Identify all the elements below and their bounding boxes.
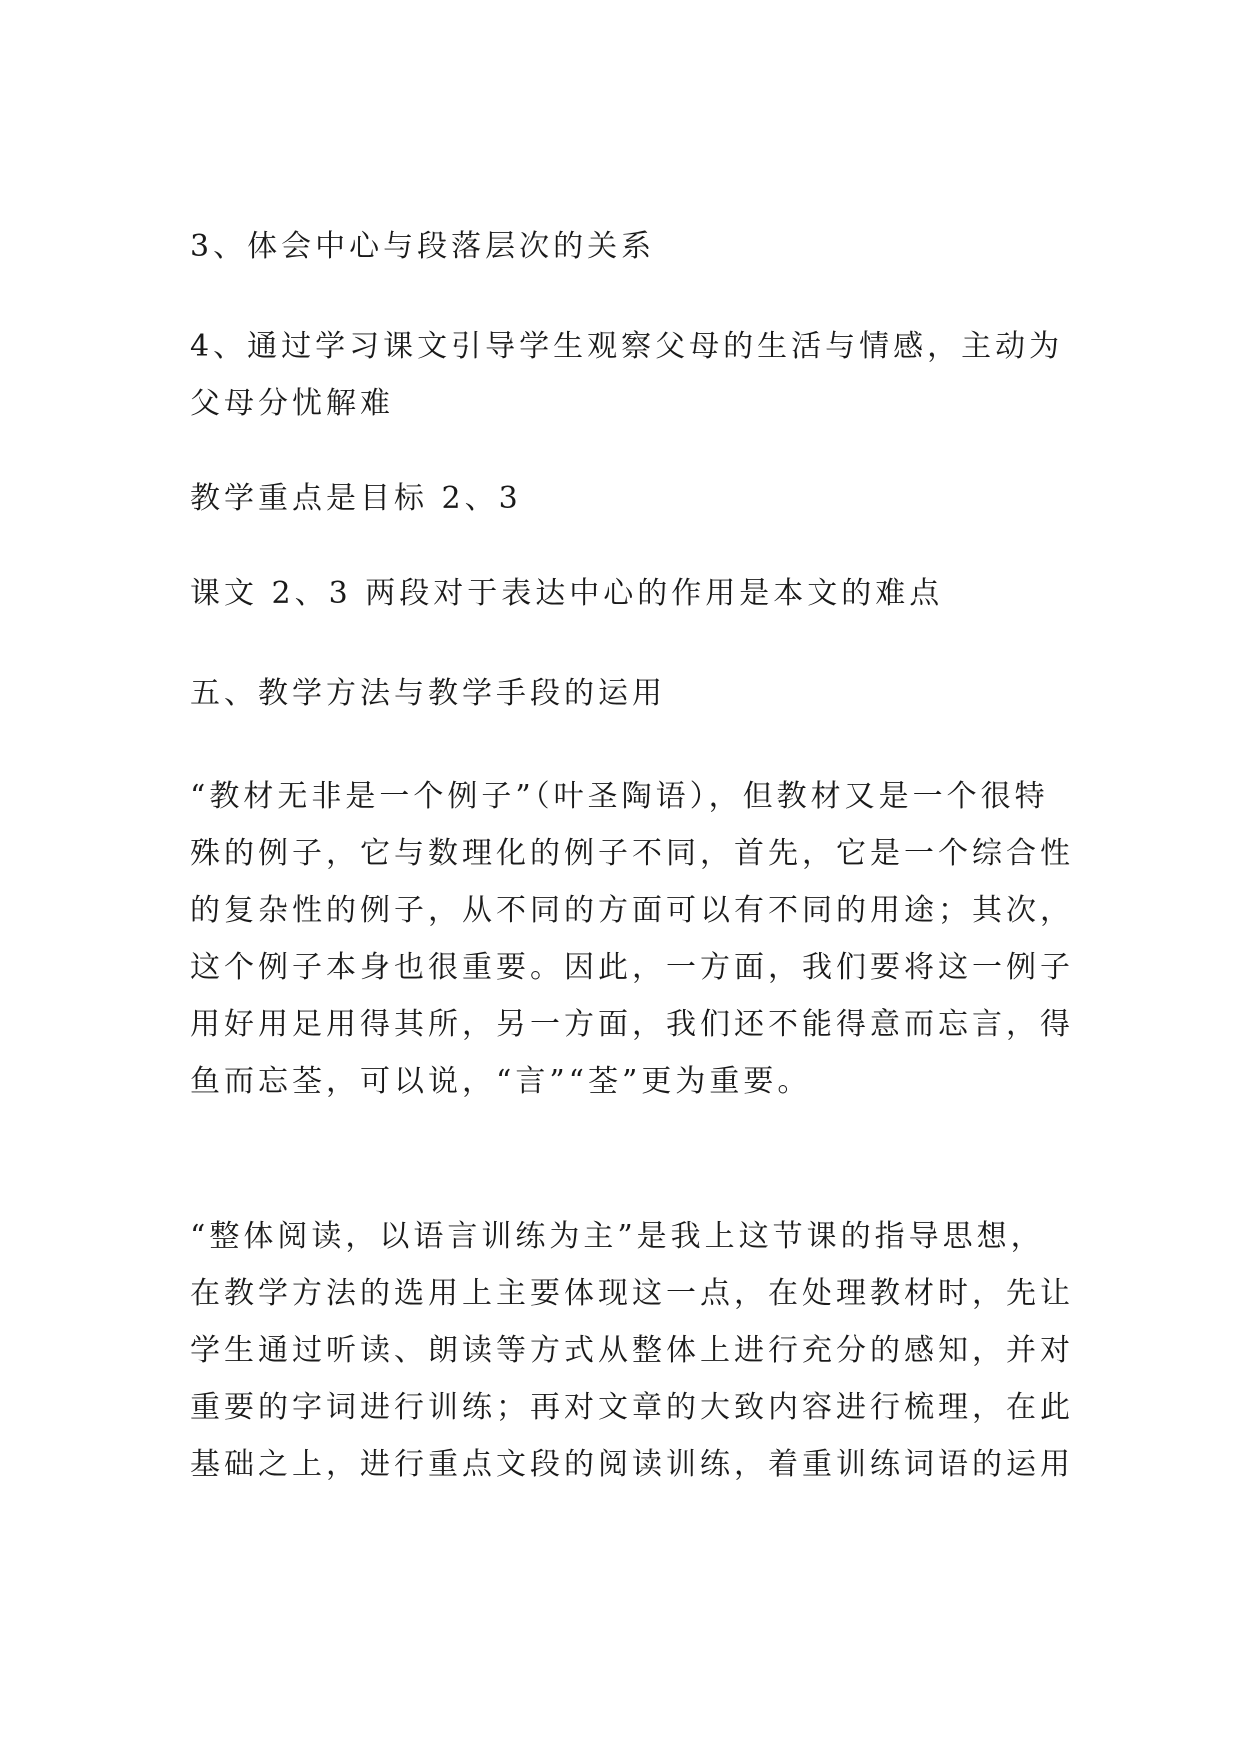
text-line: 学生通过听读、朗读等方式从整体上进行充分的感知，并对 bbox=[190, 1333, 1074, 1368]
text-line: 3、体会中心与段落层次的关系 bbox=[190, 229, 656, 264]
objective-3-paragraph bbox=[190, 218, 1050, 275]
text-line: 殊的例子，它与数理化的例子不同，首先，它是一个综合性 bbox=[190, 836, 1074, 871]
text-line: 这个例子本身也很重要。因此，一方面，我们要将这一例子 bbox=[190, 950, 1074, 985]
text-line: 五、教学方法与教学手段的运用 bbox=[190, 676, 666, 711]
text-line: “教材无非是一个例子”（叶圣陶语），但教材又是一个很特 bbox=[190, 779, 1049, 814]
text-line: 父母分忧解难 bbox=[190, 386, 394, 421]
text-line: 4、通过学习课文引导学生观察父母的生活与情感，主动为 bbox=[190, 329, 1064, 364]
text-line: “整体阅读，以语言训练为主”是我上这节课的指导思想， bbox=[190, 1219, 1045, 1254]
teaching-focus-paragraph bbox=[190, 470, 1050, 527]
textbook-example-paragraph bbox=[190, 768, 1074, 1110]
text-line: 课文 2、3 两段对于表达中心的作用是本文的难点 bbox=[190, 576, 944, 611]
text-line: 基础之上，进行重点文段的阅读训练，着重训练词语的运用 bbox=[190, 1447, 1074, 1482]
teaching-difficulty-paragraph bbox=[190, 565, 1050, 622]
text-line: 重要的字词进行训练；再对文章的大致内容进行梳理，在此 bbox=[190, 1390, 1074, 1425]
text-line: 的复杂性的例子，从不同的方面可以有不同的用途；其次， bbox=[190, 893, 1074, 928]
text-line: 在教学方法的选用上主要体现这一点，在处理教材时，先让 bbox=[190, 1276, 1074, 1311]
section-heading bbox=[190, 665, 1050, 722]
guiding-idea-paragraph bbox=[190, 1208, 1074, 1493]
objective-4-paragraph bbox=[190, 318, 1064, 432]
text-line: 教学重点是目标 2、3 bbox=[190, 481, 522, 516]
text-line: 鱼而忘荃，可以说，“言”“荃”更为重要。 bbox=[190, 1064, 812, 1099]
text-line: 用好用足用得其所，另一方面，我们还不能得意而忘言，得 bbox=[190, 1007, 1074, 1042]
